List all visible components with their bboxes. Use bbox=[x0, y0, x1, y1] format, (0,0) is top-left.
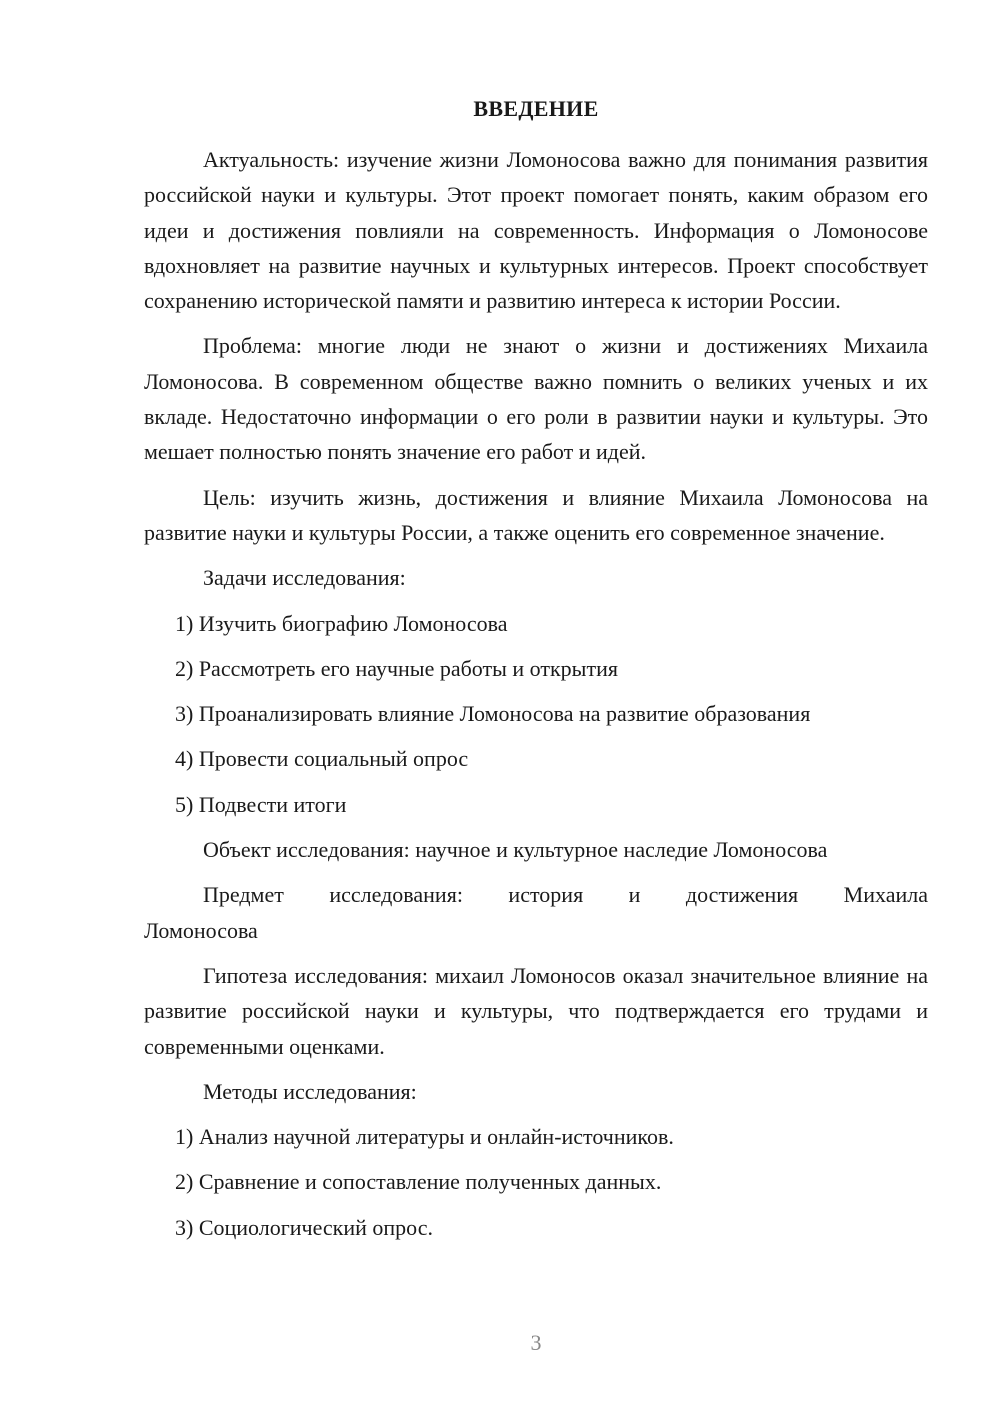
hypothesis-paragraph: Гипотеза исследования: михаил Ломоносов оказал значительное влияние на развитие российской науки и культуры, что подтверждается его трудами и современными оценками. bbox=[144, 962, 928, 1059]
subject-line: Ломоносова bbox=[144, 917, 258, 943]
object-paragraph: Объект исследования: научное и культурное наследие Ломоносова bbox=[203, 837, 828, 863]
task-item: 5) Подвести итоги bbox=[175, 791, 347, 817]
subject-line: Предмет исследования: история и достижения Михаила bbox=[203, 882, 928, 908]
task-item: 3) Проанализировать влияние Ломоносова на развитие образования bbox=[175, 701, 811, 727]
tasks-heading: Задачи исследования: bbox=[203, 565, 406, 591]
goal-paragraph: Цель: изучить жизнь, достижения и влияние Михаила Ломоносова на развитие науки и культуры России, а также оценить его современное значение. bbox=[144, 484, 928, 545]
method-item: 3) Социологический опрос. bbox=[175, 1214, 433, 1240]
document-body bbox=[144, 142, 928, 1255]
relevance-paragraph: Актуальность: изучение жизни Ломоносова важно для понимания развития российской науки и культуры. Этот проект помогает понять, каким образом его идеи и достижения повлияли на современность. Информация о Ломоносове вдохновляет на развитие научных и культурных интересов. Проект способствует сохранению исторической памяти и развитию интереса к истории России. bbox=[144, 147, 928, 314]
method-item: 2) Сравнение и сопоставление полученных данных. bbox=[175, 1169, 662, 1195]
page-title: ВВЕДЕНИЕ bbox=[473, 96, 599, 121]
subject-paragraph bbox=[144, 877, 928, 948]
task-item: 4) Провести социальный опрос bbox=[175, 746, 469, 772]
methods-heading: Методы исследования: bbox=[203, 1078, 417, 1104]
problem-paragraph: Проблема: многие люди не знают о жизни и достижениях Михаила Ломоносова. В современном обществе важно помнить о великих ученых и их вкладе. Недостаточно информации о его роли в развитии науки и культуры. Это мешает полностью понять значение его работ и идей. bbox=[144, 333, 928, 465]
task-item: 2) Рассмотреть его научные работы и открытия bbox=[175, 655, 618, 681]
method-item: 1) Анализ научной литературы и онлайн-источников. bbox=[175, 1124, 674, 1150]
task-item: 1) Изучить биографию Ломоносова bbox=[175, 610, 508, 636]
page-number: 3 bbox=[530, 1330, 542, 1355]
